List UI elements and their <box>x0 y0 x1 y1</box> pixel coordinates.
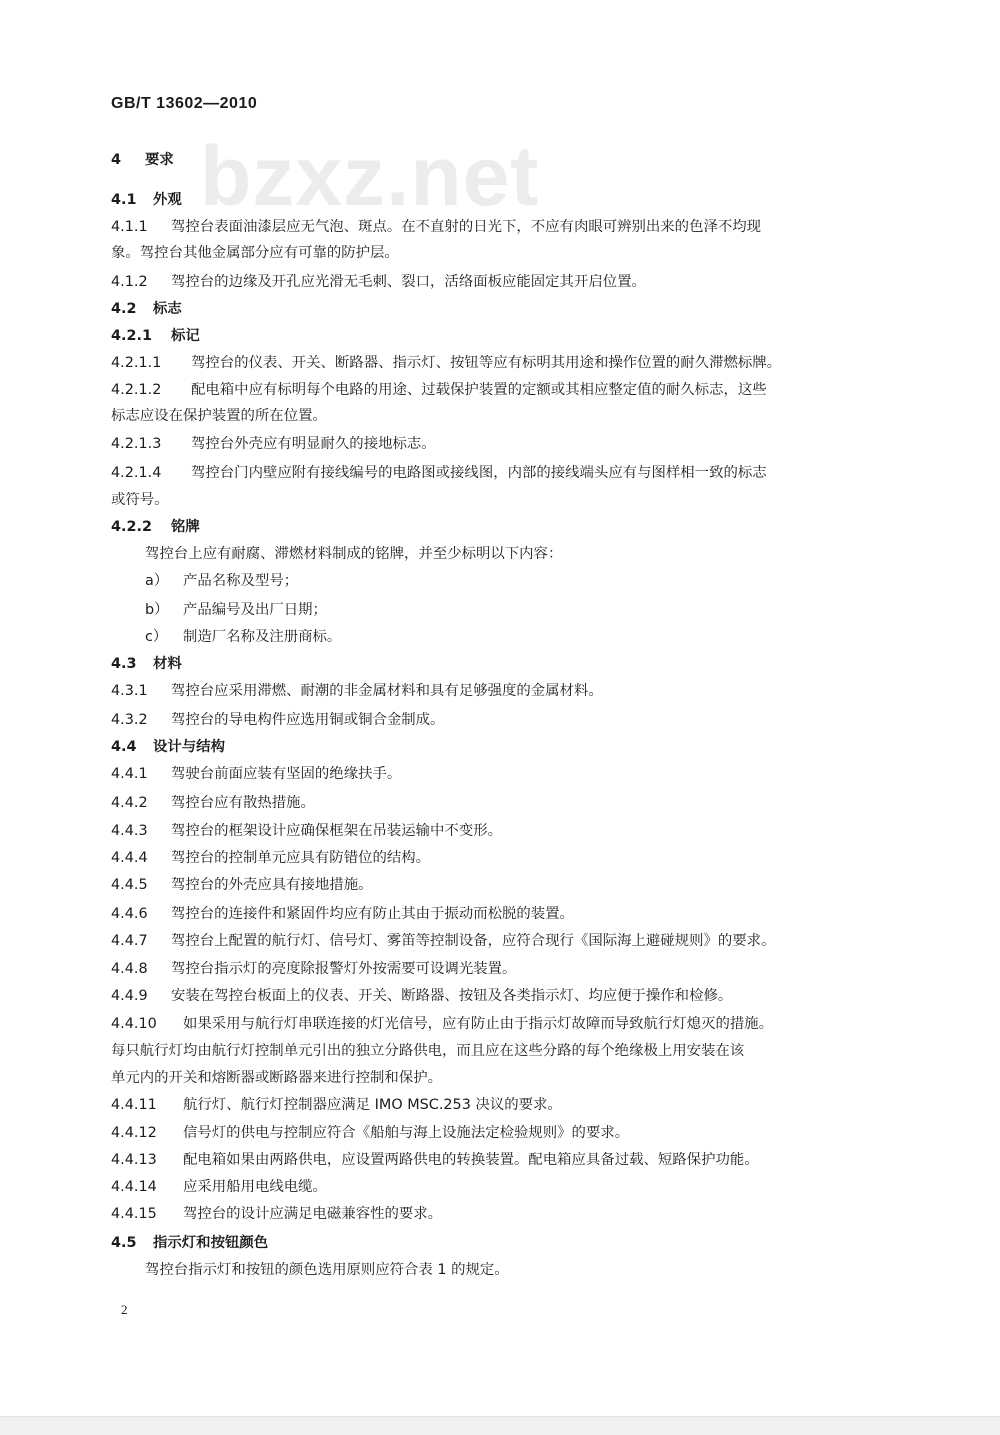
clause-number: 4.4.14 <box>111 1179 157 1195</box>
clause-text: 驾控台上配置的航行灯、信号灯、雾笛等控制设备，应符合现行《国际海上避碰规则》的要求。 <box>171 933 776 949</box>
section-heading <box>111 299 901 319</box>
clause-text: 应采用船用电线电缆。 <box>183 1179 327 1195</box>
clause-text: 驾控台的仪表、开关、断路器、指示灯、按钮等应有标明其用途和操作位置的耐久滞燃标牌。 <box>191 355 782 371</box>
clause-number: 4.2.1.4 <box>111 465 162 481</box>
clause-text: 制造厂名称及注册商标。 <box>183 629 342 645</box>
clause-number: 4.5 <box>111 1235 137 1251</box>
clause-number: 4.4.13 <box>111 1152 157 1168</box>
clause-number: 4.4.5 <box>111 877 148 893</box>
paragraph-line <box>111 1150 901 1170</box>
clause-number: 4.4.9 <box>111 988 148 1004</box>
paragraph-line <box>111 243 901 263</box>
clause-number: 4.4.7 <box>111 933 148 949</box>
paragraph-line <box>111 681 901 701</box>
paragraph-line <box>145 571 935 591</box>
clause-text: 驾控台的外壳应具有接地措施。 <box>171 877 373 893</box>
clause-number: c） <box>145 629 168 645</box>
clause-number: a） <box>145 573 169 589</box>
page-number: 2 <box>121 1302 128 1317</box>
paragraph-line <box>111 1177 901 1197</box>
clause-number: 4.4.3 <box>111 823 148 839</box>
clause-number: 4.2.1 <box>111 328 152 344</box>
clause-text: 驾控台表面油漆层应无气泡、斑点。在不直射的日光下，不应有肉眼可辨别出来的色泽不均现 <box>171 219 762 235</box>
clause-number: 4.4.1 <box>111 766 148 782</box>
clause-number: 4.4.12 <box>111 1125 157 1141</box>
clause-number: 4.1.1 <box>111 219 148 235</box>
clause-number: 4.2.2 <box>111 519 152 535</box>
clause-text: 标志应设在保护装置的所在位置。 <box>111 408 327 424</box>
paragraph-line <box>111 1095 901 1115</box>
clause-number: 4.4 <box>111 739 137 755</box>
clause-text: 驾控台的设计应满足电磁兼容性的要求。 <box>183 1206 443 1222</box>
paragraph-line <box>145 1260 935 1280</box>
clause-text: 配电箱中应有标明每个电路的用途、过载保护装置的定额或其相应整定值的耐久标志，这些 <box>191 382 767 398</box>
section-heading <box>111 654 901 674</box>
clause-text: 驾控台的边缘及开孔应光滑无毛刺、裂口，活络面板应能固定其开启位置。 <box>171 274 646 290</box>
clause-number: 4.2.1.3 <box>111 436 162 452</box>
section-heading <box>111 150 901 170</box>
clause-text: 信号灯的供电与控制应符合《船舶与海上设施法定检验规则》的要求。 <box>183 1125 630 1141</box>
paragraph-line <box>111 1041 901 1061</box>
clause-number: 4.1 <box>111 192 137 208</box>
clause-text: 驾控台的框架设计应确保框架在吊装运输中不变形。 <box>171 823 502 839</box>
clause-number: 4 <box>111 152 122 168</box>
clause-text: 驾控台指示灯的亮度除报警灯外按需要可设调光装置。 <box>171 961 517 977</box>
clause-number: 4.4.4 <box>111 850 148 866</box>
clause-text: 安装在驾控台板面上的仪表、开关、断路器、按钮及各类指示灯、均应便于操作和检修。 <box>171 988 733 1004</box>
clause-text: 外观 <box>153 192 182 208</box>
paragraph-line <box>111 272 901 292</box>
clause-text: 驾控台应采用滞燃、耐潮的非金属材料和具有足够强度的金属材料。 <box>171 683 603 699</box>
clause-text: 每只航行灯均由航行灯控制单元引出的独立分路供电，而且应在这些分路的每个绝缘极上用安装在该 <box>111 1043 745 1059</box>
clause-number: 4.4.2 <box>111 795 148 811</box>
paragraph-line <box>111 710 901 730</box>
clause-text: 配电箱如果由两路供电，应设置两路供电的转换装置。配电箱应具备过载、短路保护功能。 <box>183 1152 759 1168</box>
clause-text: 驾控台门内壁应附有接线编号的电路图或接线图，内部的接线端头应有与图样相一致的标志 <box>191 465 767 481</box>
paragraph-line <box>111 353 901 373</box>
paragraph-line <box>111 463 901 483</box>
viewer-bottom-bar <box>0 1416 1000 1435</box>
paragraph-line <box>111 875 901 895</box>
clause-number: 4.4.15 <box>111 1206 157 1222</box>
clause-number: 4.3 <box>111 656 137 672</box>
paragraph-line <box>111 434 901 454</box>
paragraph-line <box>111 848 901 868</box>
clause-number: 4.2 <box>111 301 137 317</box>
clause-number: b） <box>145 602 169 618</box>
paragraph-line <box>111 793 901 813</box>
clause-number: 4.4.6 <box>111 906 148 922</box>
clause-text: 驾控台指示灯和按钮的颜色选用原则应符合表 1 的规定。 <box>145 1262 509 1278</box>
paragraph-line <box>111 904 901 924</box>
section-heading <box>111 190 901 210</box>
paragraph-line <box>111 1014 901 1034</box>
clause-number: 4.4.8 <box>111 961 148 977</box>
clause-text: 产品名称及型号； <box>183 573 299 589</box>
paragraph-line <box>145 544 935 564</box>
clause-number: 4.2.1.2 <box>111 382 162 398</box>
section-heading <box>111 517 901 537</box>
clause-text: 象。驾控台其他金属部分应有可靠的防护层。 <box>111 245 399 261</box>
clause-text: 标记 <box>171 328 200 344</box>
clause-text: 驾驶台前面应装有坚固的绝缘扶手。 <box>171 766 402 782</box>
clause-text: 驾控台的连接件和紧固件均应有防止其由于振动而松脱的装置。 <box>171 906 574 922</box>
paragraph-line <box>111 406 901 426</box>
clause-number: 4.4.11 <box>111 1097 157 1113</box>
clause-text: 产品编号及出厂日期； <box>183 602 327 618</box>
clause-text: 标志 <box>153 301 182 317</box>
paragraph-line <box>111 821 901 841</box>
paragraph-line <box>111 986 901 1006</box>
clause-number: 4.4.10 <box>111 1016 157 1032</box>
watermark-text: bzxz.net <box>200 129 540 223</box>
clause-text: 单元内的开关和熔断器或断路器来进行控制和保护。 <box>111 1070 442 1086</box>
clause-text: 或符号。 <box>111 492 169 508</box>
paragraph-line <box>111 1123 901 1143</box>
paragraph-line <box>145 600 935 620</box>
section-heading <box>111 737 901 757</box>
paragraph-line <box>111 931 901 951</box>
paragraph-line <box>111 959 901 979</box>
clause-number: 4.2.1.1 <box>111 355 162 371</box>
paragraph-line <box>145 627 935 647</box>
paragraph-line <box>111 490 901 510</box>
clause-text: 指示灯和按钮颜色 <box>153 1235 269 1251</box>
clause-text: 材料 <box>153 656 182 672</box>
standard-number: GB/T 13602—2010 <box>111 95 258 112</box>
clause-text: 驾控台应有散热措施。 <box>171 795 315 811</box>
clause-text: 如果采用与航行灯串联连接的灯光信号，应有防止由于指示灯故障而导致航行灯熄灭的措施。 <box>183 1016 774 1032</box>
clause-number: 4.1.2 <box>111 274 148 290</box>
paragraph-line <box>111 217 901 237</box>
clause-text: 航行灯、航行灯控制器应满足 IMO MSC.253 决议的要求。 <box>183 1097 562 1113</box>
clause-number: 4.3.2 <box>111 712 148 728</box>
clause-text: 驾控台的控制单元应具有防错位的结构。 <box>171 850 431 866</box>
clause-text: 设计与结构 <box>153 739 225 755</box>
clause-number: 4.3.1 <box>111 683 148 699</box>
paragraph-line <box>111 764 901 784</box>
clause-text: 驾控台外壳应有明显耐久的接地标志。 <box>191 436 436 452</box>
paragraph-line <box>111 1204 901 1224</box>
section-heading <box>111 326 901 346</box>
paragraph-line <box>111 1068 901 1088</box>
clause-text: 要求 <box>145 152 174 168</box>
section-heading <box>111 1233 901 1253</box>
paragraph-line <box>111 380 901 400</box>
clause-text: 驾控台的导电构件应选用铜或铜合金制成。 <box>171 712 445 728</box>
clause-text: 驾控台上应有耐腐、滞燃材料制成的铭牌，并至少标明以下内容： <box>145 546 563 562</box>
clause-text: 铭牌 <box>171 519 200 535</box>
